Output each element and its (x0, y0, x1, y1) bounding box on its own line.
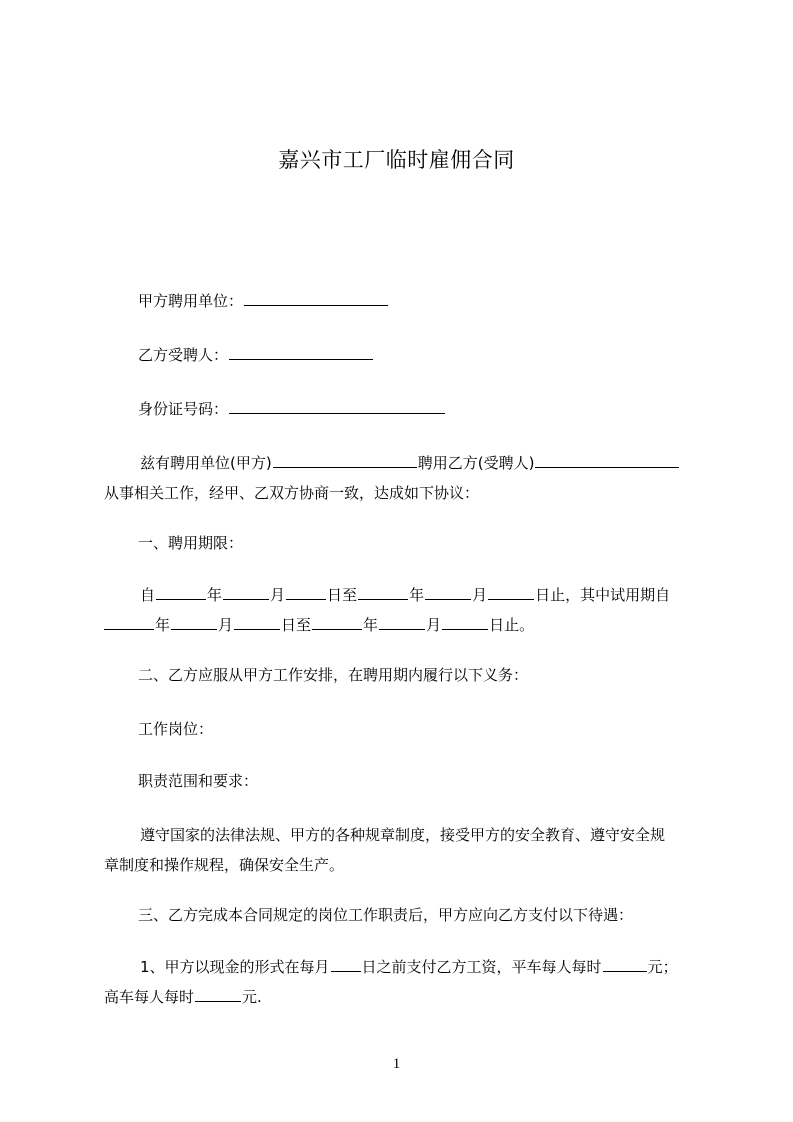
page-number: 1 (392, 1056, 401, 1072)
intro-text-1: 兹有聘用单位(甲方) (140, 454, 272, 472)
month-text: 月 (472, 586, 488, 604)
section-1-heading: 一、聘用期限： (138, 534, 244, 552)
pay-paragraph (104, 952, 700, 1012)
period-paragraph (104, 580, 700, 640)
trial-from-text: 日止，其中试用期自 (535, 586, 671, 604)
year-text: 年 (363, 616, 379, 634)
trial-start-month-blank (171, 614, 217, 630)
party-b-line (104, 340, 734, 370)
section-2-heading: 二、乙方应服从甲方工作安排，在聘用期内履行以下义务： (138, 666, 529, 684)
duties-paragraph (104, 820, 700, 880)
end-month-blank (425, 584, 471, 600)
intro-text-2: 聘用乙方(受聘人) (417, 454, 535, 472)
start-day-blank (286, 584, 326, 600)
year-text: 年 (207, 586, 223, 604)
pay-line-1 (104, 952, 700, 982)
pay-text-5: 元. (242, 988, 262, 1006)
id-number-blank (229, 398, 445, 414)
party-b-label: 乙方受聘人： (138, 346, 229, 364)
pay-text-2: 日之前支付乙方工资，平车每人每时 (361, 958, 602, 976)
period-line-1 (104, 580, 700, 610)
trial-end-year-blank (312, 614, 362, 630)
employee-blank (535, 452, 679, 468)
end-day-blank (488, 584, 534, 600)
end-year-blank (358, 584, 408, 600)
trial-end-day-blank (442, 614, 488, 630)
high-car-rate-blank (195, 986, 241, 1002)
day-to-text: 日至 (281, 616, 312, 634)
party-a-label: 甲方聘用单位： (138, 292, 244, 310)
period-line-2 (104, 610, 700, 640)
trial-start-day-blank (234, 614, 280, 630)
month-text: 月 (218, 616, 234, 634)
period-end-text: 日止。 (489, 616, 535, 634)
pay-text-4: 高车每人每时 (104, 988, 195, 1006)
intro-line-2: 从事相关工作，经甲、乙双方协商一致，达成如下协议： (104, 484, 480, 502)
year-text: 年 (409, 586, 425, 604)
section-3-heading: 三、乙方完成本合同规定的岗位工作职责后，甲方应向乙方支付以下待遇： (138, 906, 634, 924)
start-month-blank (223, 584, 269, 600)
month-text: 月 (270, 586, 286, 604)
duties-label: 职责范围和要求： (138, 772, 259, 790)
party-a-line (104, 286, 734, 316)
day-to-text: 日至 (327, 586, 358, 604)
month-text: 月 (426, 616, 442, 634)
year-text: 年 (155, 616, 171, 634)
intro-line-1 (104, 448, 700, 478)
pay-line-2 (104, 982, 700, 1012)
party-a-blank (244, 290, 388, 306)
document-title: 嘉兴市工厂临时雇佣合同 (278, 148, 515, 172)
trial-start-year-blank (104, 614, 154, 630)
period-from-text: 自 (140, 586, 156, 604)
flat-car-rate-blank (603, 956, 647, 972)
employer-blank (273, 452, 417, 468)
party-b-blank (229, 344, 373, 360)
pay-text-3: 元； (647, 958, 678, 976)
trial-end-month-blank (379, 614, 425, 630)
id-number-label: 身份证号码： (138, 400, 229, 418)
duties-line-2: 章制度和操作规程，确保安全生产。 (104, 856, 345, 874)
pay-text-1: 1、甲方以现金的形式在每月 (140, 958, 330, 976)
job-post-label: 工作岗位： (138, 720, 214, 738)
start-year-blank (156, 584, 206, 600)
pay-day-blank (331, 956, 361, 972)
id-number-line (104, 394, 734, 424)
intro-paragraph (104, 448, 700, 508)
duties-line-1: 遵守国家的法律法规、甲方的各种规章制度，接受甲方的安全教育、遵守安全规 (140, 826, 666, 844)
